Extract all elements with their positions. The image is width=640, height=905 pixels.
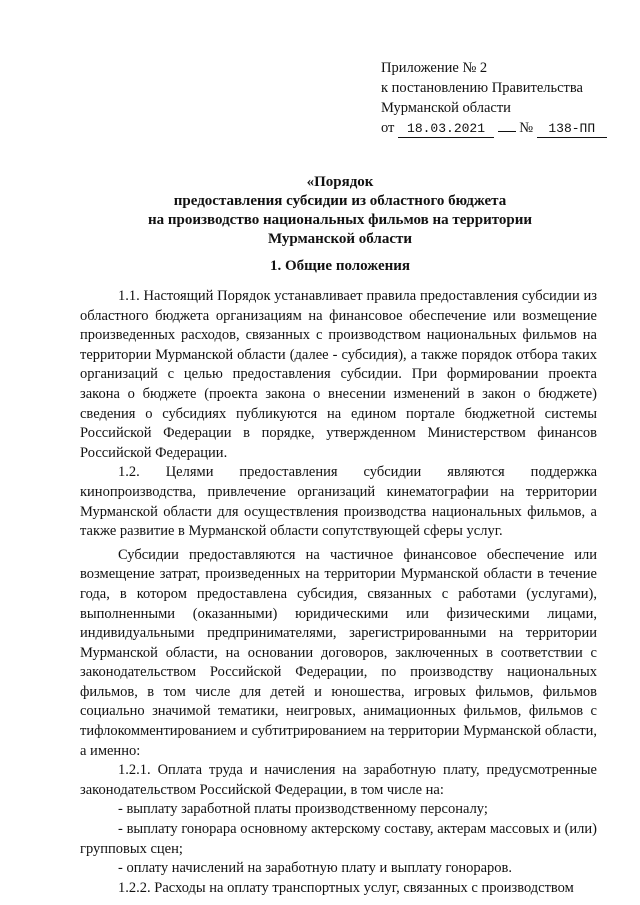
document-body [80,287,597,898]
paragraph-1-2-2: 1.2.2. Расходы на оплату транспортных услуг, связанных с производством [118,879,574,896]
number-prefix: № [519,120,534,136]
resolution-number: 138-ПП [537,121,607,138]
date-prefix: от [381,120,395,136]
list-item-fees: - выплату гонорара основному актерскому составу, актерам массовых и (или) групповых сцен; [80,821,597,857]
section-heading: 1. Общие положения [269,258,411,274]
list-item-accruals: - оплату начислений на заработную плату и выплату гонораров. [118,860,512,877]
appendix-line-1: Приложение № 2 [381,60,488,76]
paragraph-subsidy-purpose: Субсидии предоставляются на частичное финансовое обеспечение или возмещение затрат, произведенных на территории Мурманской области в течение года, в котором предоставлена субсидия, связанных с работами (услугами), выполненными (оказанными) юридическими или физическими лицами, индивидуальными предпринимателями, зарегистрированными на территории Мурманской области, на основании договоров, заключенных в соответствии с законодательством Российской Федерации, по производству национальных фильмов, в том числе для детей и юношества, игровых фильмов, фильмов социально значимой тематики, неигровых, анимационных фильмов, фильмов с тифлокомментированием и субтитрированием на территории Мурманской области, а именно: [80,546,597,759]
paragraph-1-2-1: 1.2.1. Оплата труда и начисления на заработную плату, предусмотренные законодательством Российской Федерации, в том числе на: [80,762,597,798]
title-line-2: предоставления субсидии из областного бюджета [173,193,507,209]
date-underline-tail [498,131,516,132]
paragraph-1-2: 1.2. Целями предоставления субсидии являются поддержка кинопроизводства, привлечение организаций кинематографии на территории Мурманской области для осуществления производства национальных фильмов, а также развитие в Мурманской области сопутствующей сферы услуг. [80,464,597,540]
title-line-4: Мурманской области [267,231,413,247]
appendix-line-3: Мурманской области [381,100,511,116]
paragraph-1-1: 1.1. Настоящий Порядок устанавливает правила предоставления субсидии из областного бюджета организациям на финансовое обеспечение или возмещение произведенных расходов, связанных с производством национальных фильмов на территории Мурманской области (далее - субсидия), а также порядок отбора таких организаций с целью предоставления субсидии. При формировании проекта закона о бюджете (проекта закона о внесении изменений в закон о бюджете) сведения о субсидиях публикуются на едином портале бюджетной системы Российской Федерации в порядке, утвержденном Министерством финансов Российской Федерации. [80,288,597,461]
resolution-date: 18.03.2021 [398,121,494,138]
title-line-3: на производство национальных фильмов на территории [147,212,533,228]
title-line-1: «Порядок [306,174,374,190]
appendix-line-2: к постановлению Правительства [381,80,583,96]
list-item-salary: - выплату заработной платы производственному персоналу; [118,801,488,818]
document-title [80,173,600,249]
appendix-date-row [381,118,607,138]
appendix-header [381,58,607,138]
